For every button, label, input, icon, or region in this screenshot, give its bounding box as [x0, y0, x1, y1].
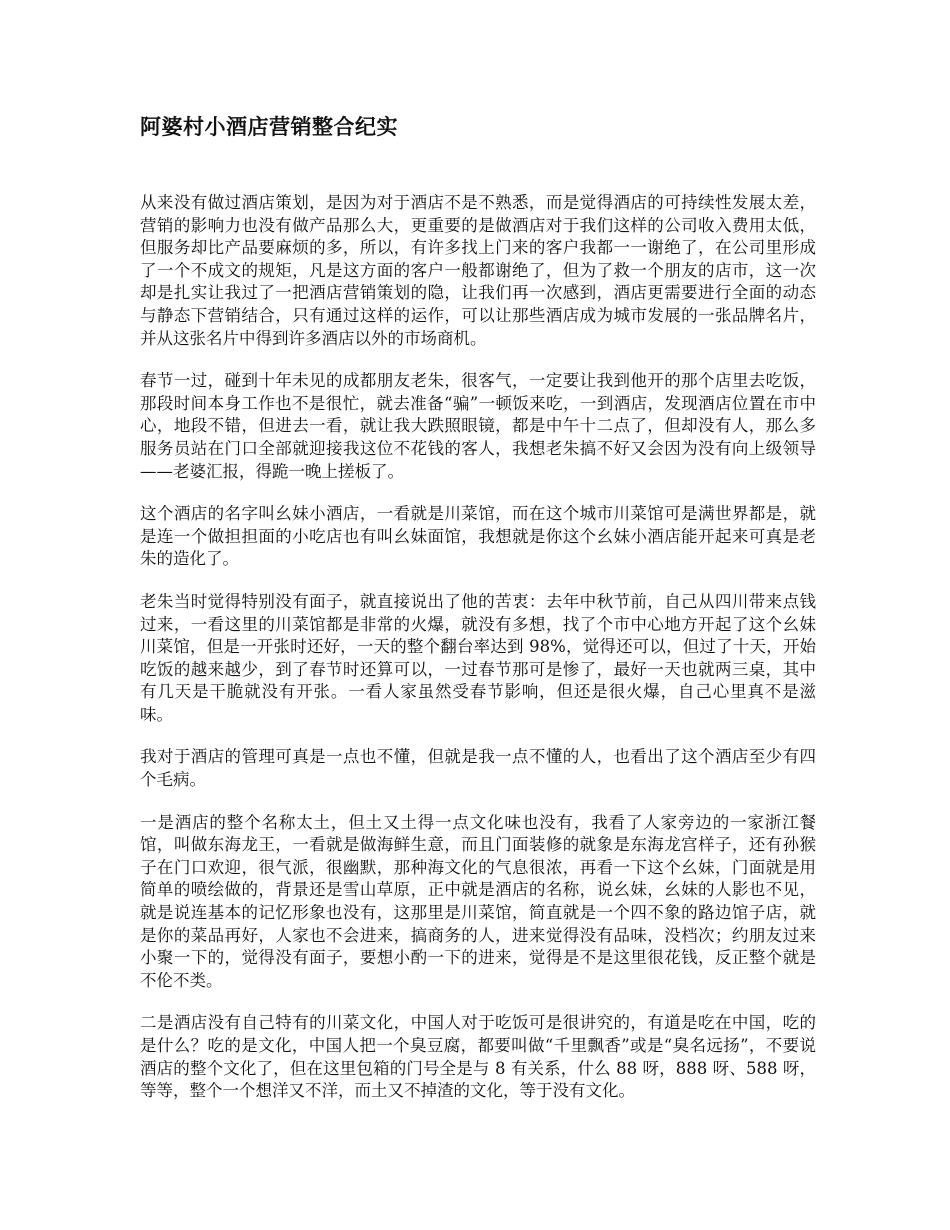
paragraph-problem-two: 二是酒店没有自己特有的川菜文化，中国人对于吃饭可是很讲究的，有道是吃在中国，吃的是什么？吃的是文化，中国人把一个臭豆腐，都要叫做“千里飘香”或是“臭名远扬”，不要说酒店的整个文化了，但在这里包箱的门号全是与 8 有关系，什么 88 呀，888 呀、588 呀，等等，整个一个想洋又不洋，而土又不掉渣的文化，等于没有文化。: [140, 1013, 816, 1101]
paragraph-problem-one: 一是酒店的整个名称太土，但土又土得一点文化味也没有，我看了人家旁边的一家浙江餐馆，叫做东海龙王，一看就是做海鲜生意，而且门面装修的就象是东海龙宫样子，还有孙猴子在门口欢迎，很气派，很幽默，那种海文化的气息很浓，再看一下这个幺妹，门面就是用简单的喷绘做的，背景还是雪山草原，正中就是酒店的名称，说幺妹，幺妹的人影也不见，就是说连基本的记忆形象也没有，这那里是川菜馆，简直就是一个四不象的路边馆子店，就是你的菜品再好，人家也不会进来，搞商务的人，进来觉得没有品味，没档次；约朋友过来小聚一下的，觉得没有面子，要想小酌一下的进来，觉得是不是这里很花钱，反正整个就是不伦不类。: [140, 812, 816, 990]
document-title: 阿婆村小酒店营销整合纪实: [140, 114, 398, 139]
document-page: [140, 112, 816, 1123]
paragraph-four-problems: 我对于酒店的管理可真是一点也不懂，但就是我一点不懂的人，也看出了这个酒店至少有四个毛病。: [140, 747, 816, 790]
paragraph-restaurant-name: 这个酒店的名字叫幺妹小酒店，一看就是川菜馆，而在这个城市川菜馆可是满世界都是，就是连一个做担担面的小吃店也有叫幺妹面馆，我想就是你这个幺妹小酒店能开起来可真是老朱的造化了。: [140, 504, 816, 569]
paragraph-owner-story: 老朱当时觉得特别没有面子，就直接说出了他的苦衷：去年中秋节前，自己从四川带来点钱过来，一看这里的川菜馆都是非常的火爆，就没有多想，找了个市中心地方开起了这个幺妹川菜馆，但是一开张时还好，一天的整个翻台率达到 98%，觉得还可以，但过了十天，开始吃饭的越来越少，到了春节时还算可以，一过春节那可是惨了，最好一天也就两三桌，其中有几天是干脆就没有开张。一看人家虽然受春节影响，但还是很火爆，自己心里真不是滋味。: [140, 591, 816, 724]
paragraph-spring-festival: 春节一过，碰到十年未见的成都朋友老朱，很客气，一定要让我到他开的那个店里去吃饭，那段时间本身工作也不是很忙，就去准备“骗”一顿饭来吃，一到酒店，发现酒店位置在市中心，地段不错，但进去一看，就让我大跌照眼镜，都是中午十二点了，但却没有人，那么多服务员站在门口全部就迎接我这位不花钱的客人，我想老朱搞不好又会因为没有向上级领导——老婆汇报，得跪一晚上搓板了。: [140, 371, 816, 481]
paragraph-intro: 从来没有做过酒店策划，是因为对于酒店不是不熟悉，而是觉得酒店的可持续性发展太差，营销的影响力也没有做产品那么大，更重要的是做酒店对于我们这样的公司收入费用太低，但服务却比产品要麻烦的多，所以，有许多找上门来的客户我都一一谢绝了，在公司里形成了一个不成文的规矩，凡是这方面的客户一般都谢绝了，但为了救一个朋友的店市，这一次却是扎实让我过了一把酒店营销策划的隐，让我们再一次感到，酒店更需要进行全面的动态与静态下营销结合，只有通过这样的运作，可以让那些酒店成为城市发展的一张品牌名片，并从这张名片中得到许多酒店以外的市场商机。: [140, 193, 816, 348]
